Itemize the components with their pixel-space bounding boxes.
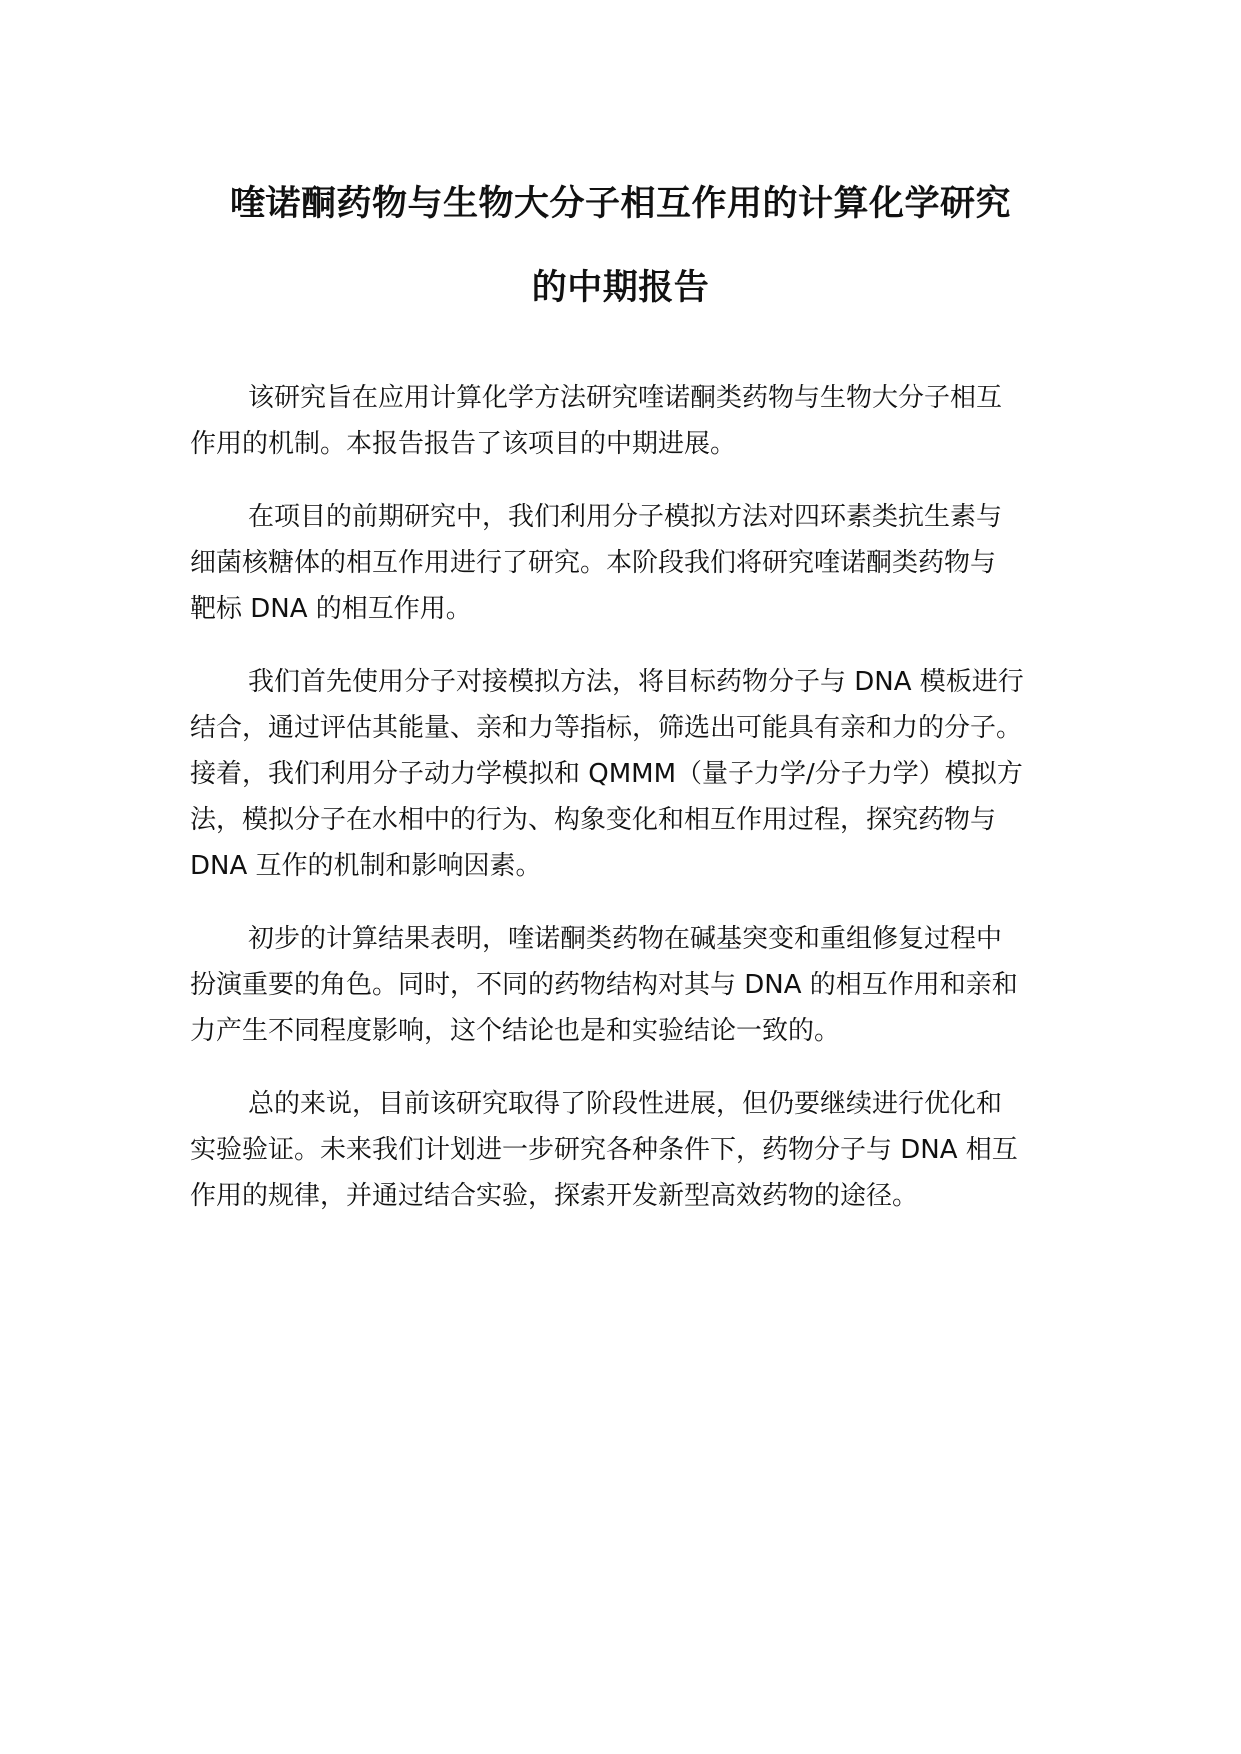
text-line: 靶标 DNA 的相互作用。 <box>190 594 472 624</box>
text-line: 力产生不同程度影响，这个结论也是和实验结论一致的。 <box>190 1016 841 1046</box>
text-line: 我们首先使用分子对接模拟方法，将目标药物分子与 DNA 模板进行 <box>248 667 1024 697</box>
text-line: 在项目的前期研究中，我们利用分子模拟方法对四环素类抗生素与 <box>248 502 1003 532</box>
document-title-line-2: 的中期报告 <box>531 268 710 308</box>
paragraph-methods <box>190 659 1070 889</box>
text-line: 实验验证。未来我们计划进一步研究各种条件下，药物分子与 DNA 相互 <box>190 1135 1018 1165</box>
paragraph-intro <box>190 375 1070 467</box>
text-line: 作用的规律，并通过结合实验，探索开发新型高效药物的途径。 <box>190 1181 919 1211</box>
text-line: 细菌核糖体的相互作用进行了研究。本阶段我们将研究喹诺酮类药物与 <box>190 548 997 578</box>
document-body <box>190 375 1070 1246</box>
text-line: 接着，我们利用分子动力学模拟和 QMMM（量子力学/分子力学）模拟方 <box>190 759 1023 789</box>
text-line: 初步的计算结果表明，喹诺酮类药物在碱基突变和重组修复过程中 <box>248 924 1003 954</box>
text-line: 结合，通过评估其能量、亲和力等指标，筛选出可能具有亲和力的分子。 <box>190 713 1023 743</box>
text-line: 作用的机制。本报告报告了该项目的中期进展。 <box>190 429 737 459</box>
text-line: 扮演重要的角色。同时，不同的药物结构对其与 DNA 的相互作用和亲和 <box>190 970 1018 1000</box>
text-line: 该研究旨在应用计算化学方法研究喹诺酮类药物与生物大分子相互 <box>248 383 1003 413</box>
document-title-line-1: 喹诺酮药物与生物大分子相互作用的计算化学研究 <box>229 184 1011 224</box>
text-line: 法，模拟分子在水相中的行为、构象变化和相互作用过程，探究药物与 <box>190 805 997 835</box>
text-line: DNA 互作的机制和影响因素。 <box>190 851 542 881</box>
paragraph-conclusion <box>190 1081 1070 1219</box>
paragraph-results <box>190 916 1070 1054</box>
paragraph-prior-work <box>190 494 1070 632</box>
text-line: 总的来说，目前该研究取得了阶段性进展，但仍要继续进行优化和 <box>248 1089 1003 1119</box>
